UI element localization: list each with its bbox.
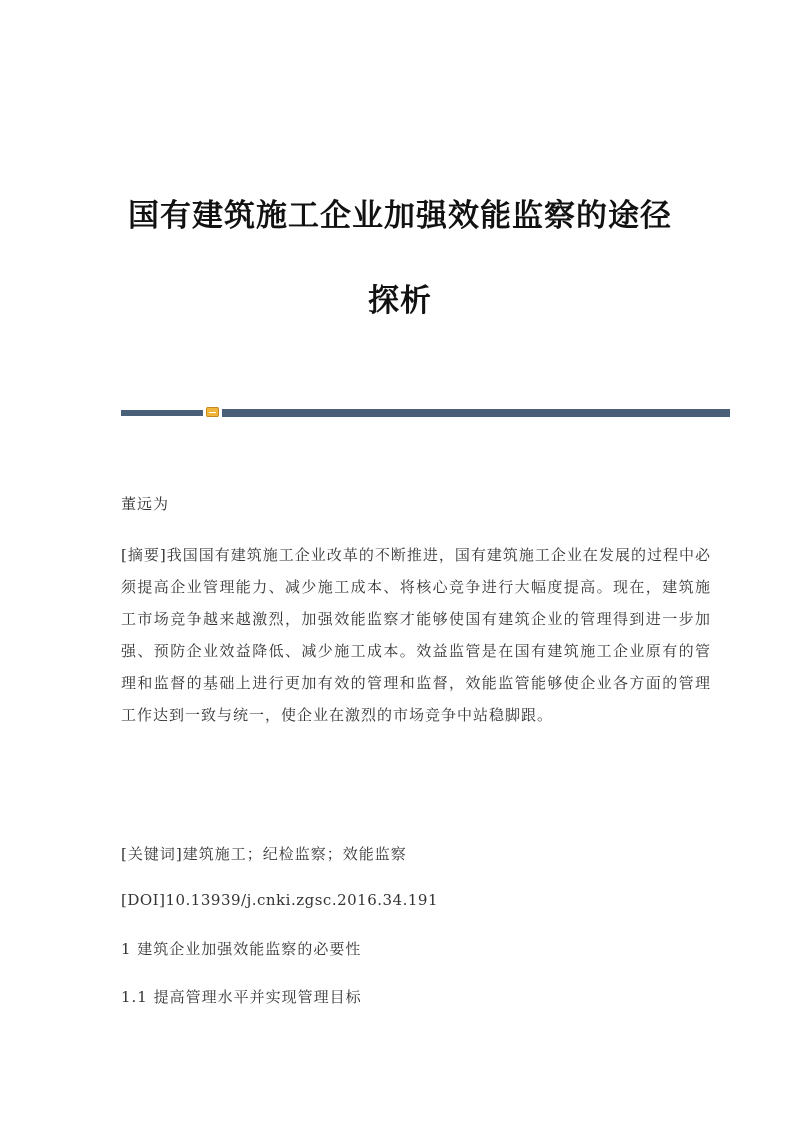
document-badge-icon: [206, 407, 219, 417]
author-name: 董远为: [121, 495, 170, 513]
document-title-line-1: 国有建筑施工企业加强效能监察的途径: [128, 198, 672, 234]
abstract-paragraph: [摘要]我国国有建筑施工企业改革的不断推进，国有建筑施工企业在发展的过程中必须提高企业管理能力、减少施工成本、将核心竞争进行大幅度提高。现在，建筑施工市场竞争越来越激烈，加强效能监察才能够使国有建筑企业的管理得到进一步加强、预防企业效益降低、减少施工成本。效益监管是在国有建筑施工企业原有的管理和监督的基础上进行更加有效的管理和监督，效能监管能够使企业各方面的管理工作达到一致与统一，使企业在激烈的市场竞争中站稳脚跟。: [121, 546, 711, 724]
divider-bar-left: [121, 410, 203, 416]
keywords-line: [关键词]建筑施工；纪检监察；效能监察: [121, 845, 407, 863]
doi-line: [DOI]10.13939/j.cnki.zgsc.2016.34.191: [121, 891, 439, 909]
section-heading-1: 1 建筑企业加强效能监察的必要性: [121, 940, 362, 958]
divider-bar-right: [222, 409, 730, 417]
title-divider: [121, 409, 730, 417]
section-heading-1-1: 1.1 提高管理水平并实现管理目标: [121, 988, 362, 1006]
document-title-line-2: 探析: [368, 283, 432, 319]
